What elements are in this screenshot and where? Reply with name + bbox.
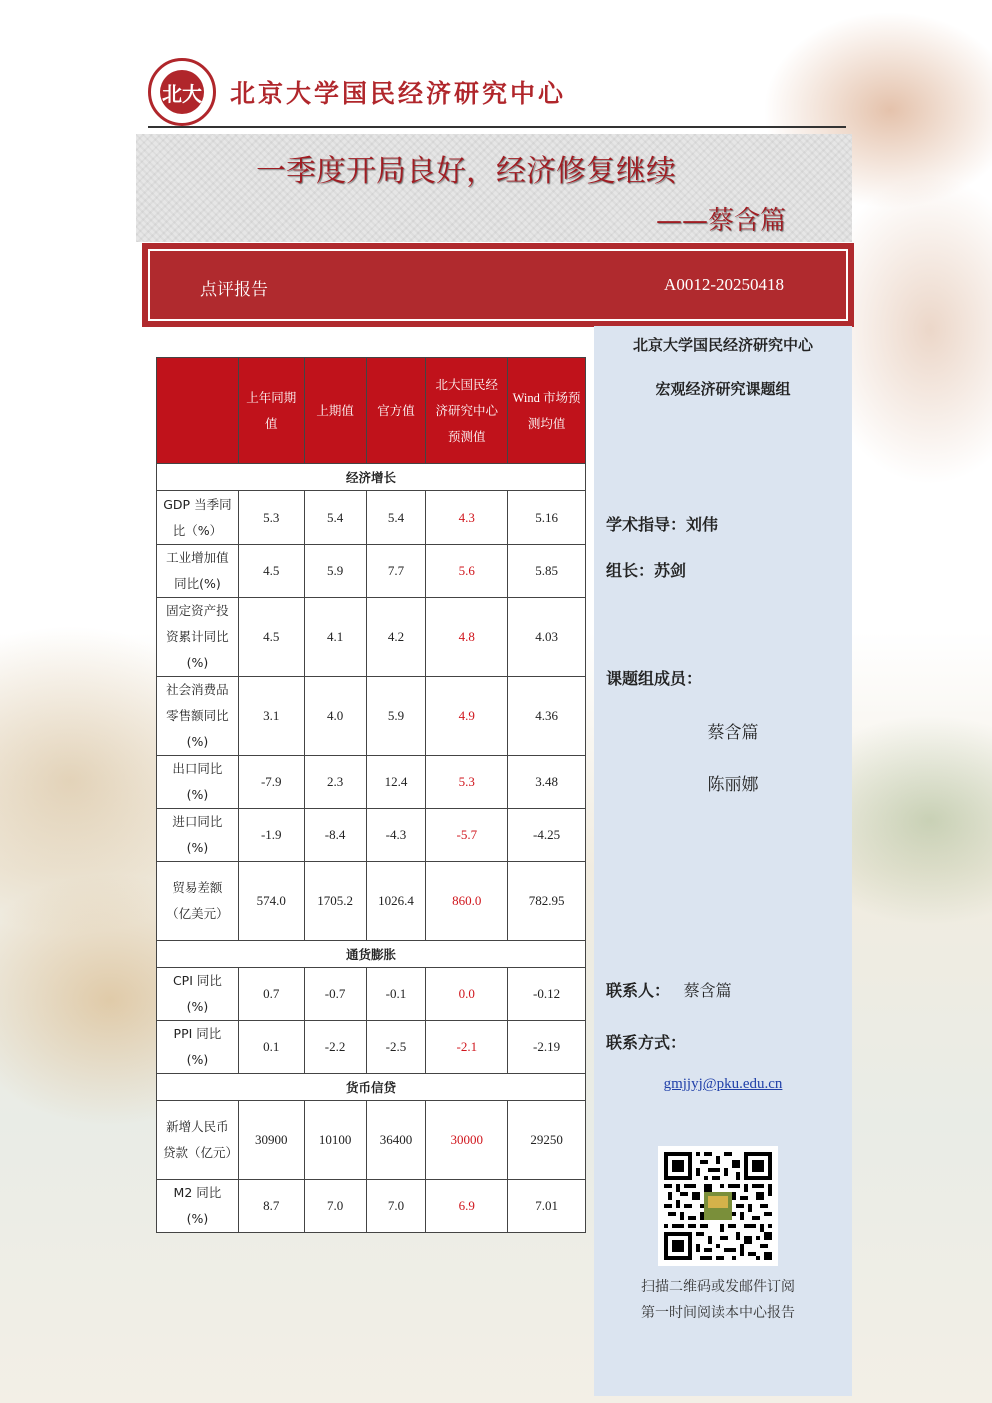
sidebar-member: 陈丽娜 [707, 775, 759, 795]
header-divider [148, 126, 846, 128]
pku-forecast-cell: 860.0 [426, 862, 508, 941]
table-row [157, 809, 586, 862]
value-cell: -7.9 [238, 756, 304, 809]
table-header-last-year: 上年同期值 [238, 358, 304, 464]
pku-forecast-cell: 30000 [426, 1101, 508, 1180]
section-row [157, 464, 586, 491]
sidebar-leader: 组长：苏剑 [606, 561, 687, 580]
report-bar [142, 243, 854, 327]
value-cell: 3.48 [508, 756, 586, 809]
pku-forecast-cell: 6.9 [426, 1180, 508, 1233]
value-cell: 574.0 [238, 862, 304, 941]
report-type: 点评报告 [200, 280, 268, 300]
report-title: 一季度开局良好，经济修复继续 [256, 154, 676, 189]
email-link[interactable]: gmjjyj@pku.edu.cn [663, 1076, 783, 1092]
sidebar [594, 326, 852, 1396]
row-label: CPI 同比(%) [157, 968, 239, 1021]
table-row [157, 968, 586, 1021]
value-cell: 7.7 [366, 545, 426, 598]
row-label: 新增人民币贷款（亿元） [157, 1101, 239, 1180]
pku-logo-icon [148, 58, 216, 126]
table-row [157, 1101, 586, 1180]
row-label: 贸易差额（亿美元） [157, 862, 239, 941]
row-label: 固定资产投资累计同比(%) [157, 598, 239, 677]
value-cell: 10100 [304, 1101, 366, 1180]
value-cell: 29250 [508, 1101, 586, 1180]
row-label: GDP 当季同比（%） [157, 491, 239, 545]
value-cell: 36400 [366, 1101, 426, 1180]
sidebar-contact [606, 978, 732, 1001]
pku-forecast-cell: 4.3 [426, 491, 508, 545]
value-cell: 4.1 [304, 598, 366, 677]
value-cell: 0.7 [238, 968, 304, 1021]
value-cell: 5.3 [238, 491, 304, 545]
table-row [157, 1180, 586, 1233]
table-row [157, 1021, 586, 1074]
row-label: 社会消费品零售额同比(%) [157, 677, 239, 756]
pku-forecast-cell: 5.6 [426, 545, 508, 598]
value-cell: 1705.2 [304, 862, 366, 941]
row-label: M2 同比(%) [157, 1180, 239, 1233]
value-cell: 4.03 [508, 598, 586, 677]
value-cell: 4.5 [238, 598, 304, 677]
sidebar-member: 蔡含篇 [707, 723, 759, 743]
pku-forecast-cell: 0.0 [426, 968, 508, 1021]
sidebar-group: 宏观经济研究课题组 [655, 380, 791, 398]
section-title: 货币信贷 [157, 1074, 586, 1101]
report-code: A0012-20250418 [664, 275, 784, 294]
value-cell: 7.0 [366, 1180, 426, 1233]
value-cell: 5.9 [366, 677, 426, 756]
subscribe-line-2: 第一时间阅读本中心报告 [641, 1305, 795, 1321]
value-cell: 1026.4 [366, 862, 426, 941]
value-cell: 2.3 [304, 756, 366, 809]
value-cell: 0.1 [238, 1021, 304, 1074]
value-cell: 5.4 [366, 491, 426, 545]
table-header-previous: 上期值 [304, 358, 366, 464]
row-label: 进口同比(%) [157, 809, 239, 862]
value-cell: -8.4 [304, 809, 366, 862]
subscribe-line-1: 扫描二维码或发邮件订阅 [641, 1279, 795, 1295]
table-row [157, 677, 586, 756]
value-cell: 3.1 [238, 677, 304, 756]
value-cell: 5.85 [508, 545, 586, 598]
value-cell: 4.2 [366, 598, 426, 677]
pku-forecast-cell: 4.9 [426, 677, 508, 756]
value-cell: 5.4 [304, 491, 366, 545]
contact-label: 联系人： [606, 981, 671, 1000]
sidebar-advisor: 学术指导：刘伟 [606, 515, 719, 534]
value-cell: 8.7 [238, 1180, 304, 1233]
value-cell: -2.2 [304, 1021, 366, 1074]
value-cell: -0.1 [366, 968, 426, 1021]
logo-mark: 北大 [160, 70, 204, 114]
row-label: 出口同比(%) [157, 756, 239, 809]
value-cell: 4.0 [304, 677, 366, 756]
section-title: 通货膨胀 [157, 941, 586, 968]
sidebar-org: 北京大学国民经济研究中心 [632, 336, 813, 354]
pku-forecast-cell: 4.8 [426, 598, 508, 677]
value-cell: 7.0 [304, 1180, 366, 1233]
table-row [157, 491, 586, 545]
value-cell: -0.7 [304, 968, 366, 1021]
value-cell: 5.9 [304, 545, 366, 598]
table-header-blank [157, 358, 239, 464]
value-cell: 5.16 [508, 491, 586, 545]
contact-name: 蔡含篇 [683, 981, 732, 1000]
section-row [157, 1074, 586, 1101]
table-header-wind-forecast: Wind 市场预测均值 [508, 358, 586, 464]
table-header-official: 官方值 [366, 358, 426, 464]
sidebar-members-title: 课题组成员： [606, 669, 703, 688]
qr-code-icon[interactable] [658, 1146, 778, 1266]
value-cell: 30900 [238, 1101, 304, 1180]
pku-forecast-cell: -2.1 [426, 1021, 508, 1074]
value-cell: -1.9 [238, 809, 304, 862]
value-cell: -2.5 [366, 1021, 426, 1074]
value-cell: -4.25 [508, 809, 586, 862]
sidebar-contact-method: 联系方式： [606, 1033, 687, 1052]
value-cell: 7.01 [508, 1180, 586, 1233]
header [148, 58, 848, 128]
value-cell: 782.95 [508, 862, 586, 941]
table-row [157, 545, 586, 598]
table-row [157, 598, 586, 677]
value-cell: 4.5 [238, 545, 304, 598]
table-row [157, 756, 586, 809]
value-cell: -2.19 [508, 1021, 586, 1074]
value-cell: -0.12 [508, 968, 586, 1021]
table-header-pku-forecast: 北大国民经济研究中心预测值 [426, 358, 508, 464]
table-row [157, 862, 586, 941]
row-label: 工业增加值同比(%) [157, 545, 239, 598]
pku-forecast-cell: -5.7 [426, 809, 508, 862]
value-cell: 4.36 [508, 677, 586, 756]
value-cell: -4.3 [366, 809, 426, 862]
report-author: ——蔡含篇 [655, 206, 786, 236]
section-title: 经济增长 [157, 464, 586, 491]
forecast-table [156, 357, 586, 1233]
value-cell: 12.4 [366, 756, 426, 809]
title-band [136, 134, 852, 242]
section-row [157, 941, 586, 968]
row-label: PPI 同比(%) [157, 1021, 239, 1074]
org-title: 北京大学国民经济研究中心 [230, 79, 567, 108]
pku-forecast-cell: 5.3 [426, 756, 508, 809]
